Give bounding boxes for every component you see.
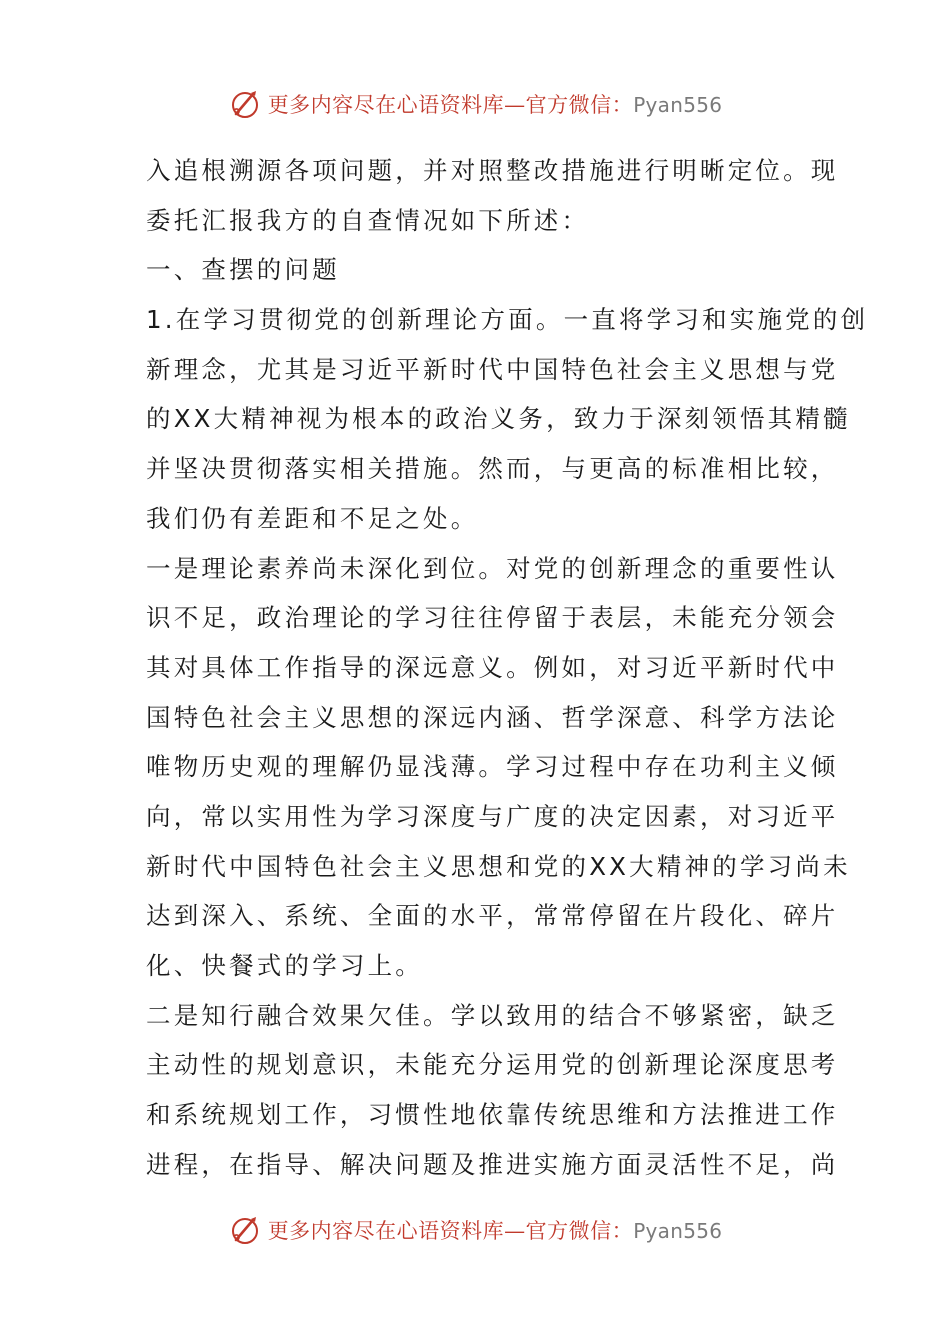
document-body — [146, 146, 869, 1189]
text-line: 我们仍有差距和不足之处。 — [146, 503, 479, 533]
text-line: 新时代中国特色社会主义思想和党的XX大精神的学习尚未 — [146, 851, 851, 881]
section-heading: 一、查摆的问题 — [146, 255, 340, 285]
footer-watermark — [0, 1210, 950, 1250]
watermark-text — [268, 1215, 723, 1245]
pen-circle-logo-icon — [228, 1213, 262, 1247]
text-line: 主动性的规划意识，未能充分运用党的创新理论深度思考 — [146, 1050, 839, 1080]
text-line: 和系统规划工作，习惯性地依靠传统思维和方法推进工作 — [146, 1100, 839, 1130]
text-line: 向，常以实用性为学习深度与广度的决定因素，对习近平 — [146, 801, 839, 831]
watermark-contact: Pyan556 — [633, 93, 723, 117]
watermark-brand: 更多内容尽在心语资料库—官方微信： — [267, 1219, 634, 1243]
text-line: 并坚决贯彻落实相关措施。然而，与更高的标准相比较， — [146, 454, 839, 484]
text-line: 新理念，尤其是习近平新时代中国特色社会主义思想与党 — [146, 354, 839, 384]
text-line: 唯物历史观的理解仍显浅薄。学习过程中存在功利主义倾 — [146, 752, 839, 782]
text-line: 识不足，政治理论的学习往往停留于表层，未能充分领会 — [146, 603, 839, 633]
text-line: 委托汇报我方的自查情况如下所述： — [146, 205, 590, 235]
header-watermark — [0, 84, 950, 124]
pen-circle-logo-icon — [228, 87, 262, 121]
watermark-contact: Pyan556 — [633, 1219, 723, 1243]
text-line: 1.在学习贯彻党的创新理论方面。一直将学习和实施党的创 — [146, 305, 869, 335]
text-line: 进程，在指导、解决问题及推进实施方面灵活性不足，尚 — [146, 1149, 839, 1179]
text-line: 入追根溯源各项问题，并对照整改措施进行明晰定位。现 — [146, 156, 839, 185]
watermark-text — [268, 89, 723, 119]
text-line: 其对具体工作指导的深远意义。例如，对习近平新时代中 — [146, 652, 839, 682]
text-line: 一是理论素养尚未深化到位。对党的创新理念的重要性认 — [146, 553, 839, 583]
text-line: 二是知行融合效果欠佳。学以致用的结合不够紧密，缺乏 — [146, 1000, 839, 1030]
text-line: 的XX大精神视为根本的政治义务，致力于深刻领悟其精髓 — [146, 404, 851, 434]
text-line: 国特色社会主义思想的深远内涵、哲学深意、科学方法论 — [146, 702, 839, 732]
text-line: 化、快餐式的学习上。 — [146, 951, 423, 980]
text-line: 达到深入、系统、全面的水平，常常停留在片段化、碎片 — [146, 901, 839, 931]
watermark-brand: 更多内容尽在心语资料库—官方微信： — [267, 93, 634, 117]
